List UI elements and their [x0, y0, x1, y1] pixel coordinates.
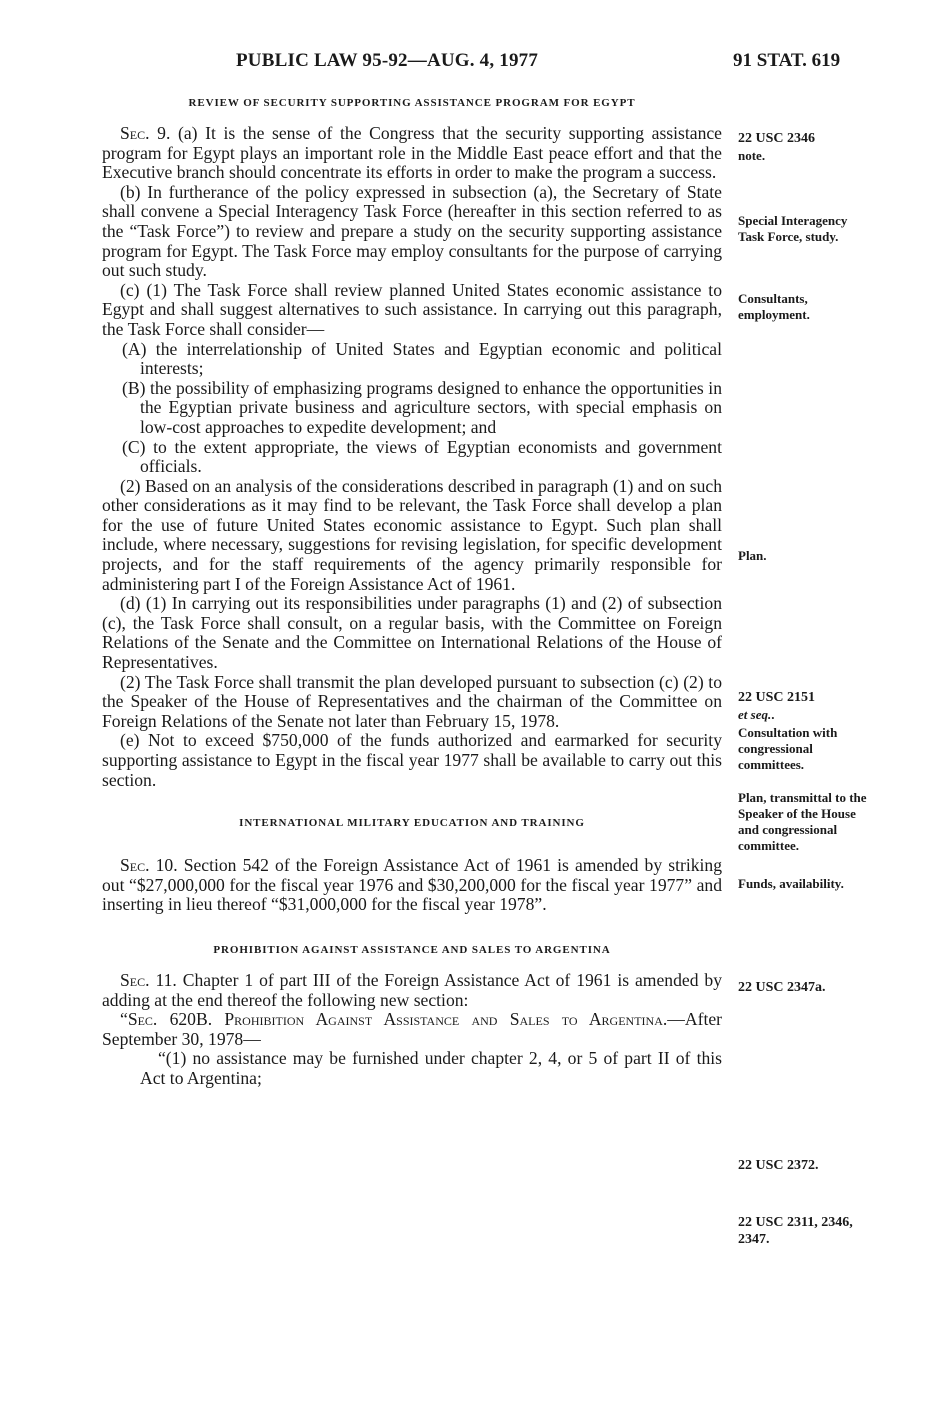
- margin-note-transmittal: Plan, transmittal to the Speaker of the House and congressional committee.: [738, 790, 867, 853]
- section-9-b: (b) In furtherance of the policy expressed in subsection (a), the Secretary of State shall convene a Special Interagency Task Force (hereafter in this section referred to as the “Task Force”) to review and prepare a study on the security supporting assistance program for Egypt. The Task Force may employ consultants for the purpose of carrying out such study.: [102, 181, 722, 281]
- margin-note-usc-2372: 22 USC 2372.: [738, 1158, 819, 1173]
- margin-note-usc-2347a: 22 USC 2347a.: [738, 980, 826, 995]
- section-9-c2: (2) Based on an analysis of the considerations described in paragraph (1) and on such other considerations as it may find to be relevant, the Task Force shall develop a plan for the use of future United States economic assistance to Egypt. Such plan shall include, where necessary, suggestions for revising legislation, for specific development projects, and for the staff requirements of the agency primarily responsible for administering part I of the Foreign Assistance Act of 1961.: [102, 475, 722, 594]
- page-header: [0, 50, 947, 76]
- statute-page-number: 91 STAT. 619: [733, 50, 841, 71]
- section-9-a-text: 9. (a) It is the sense of the Congress that the security supporting assistance program for Egypt plays an important role in the Middle East peace effort and that the Executive branch should concentrate its efforts in order to make the program a success.: [102, 123, 722, 183]
- running-head: PUBLIC LAW 95-92—AUG. 4, 1977: [236, 50, 539, 71]
- margin-note-usc-2311: 22 USC 2311, 2346, 2347.: [738, 1215, 853, 1247]
- main-text-column: [102, 96, 722, 1089]
- section-9-d1: (d) (1) In carrying out its responsibilities under paragraphs (1) and (2) of subsection (c), the Task Force shall consult, on a regular basis, with the Committee on Foreign Relations of the Senate and the Committee on International Relations of the House of Representatives.: [102, 593, 722, 673]
- sec-label: Sec.: [120, 855, 150, 876]
- et-seq: et seq.: [738, 707, 772, 722]
- section-9-a: [102, 124, 722, 183]
- margin-note-task-force: Special Interagency Task Force, study.: [738, 213, 848, 244]
- section-620b-1: “(1) no assistance may be furnished under chapter 2, 4, or 5 of part II of this Act to Argentina;: [140, 1048, 722, 1088]
- section-10-heading: INTERNATIONAL MILITARY EDUCATION AND TRAINING: [239, 817, 585, 830]
- section-10-text: 10. Section 542 of the Foreign Assistance Act of 1961 is amended by striking out “$27,000,000 for the fiscal year 1976 and $30,200,000 for the fiscal year 1977” and inserting in lieu thereof “$31,000,000 for the fiscal year 1978”.: [102, 855, 722, 915]
- section-11-heading: PROHIBITION AGAINST ASSISTANCE AND SALES TO ARGENTINA: [213, 943, 611, 956]
- section-9-d2: (2) The Task Force shall transmit the plan developed pursuant to subsection (c) (2) to the Speaker of the House of Representatives and the chairman of the Committee on Foreign Relations of the Senate not later than February 15, 1978.: [102, 671, 722, 731]
- section-620b-title: Sec. 620B. Prohibition Against Assistance and Sales to Argentina.: [127, 1009, 668, 1030]
- section-9-c1-C: (C) to the extent appropriate, the views of Egyptian economists and government officials.: [122, 436, 722, 477]
- sec-label: Sec.: [120, 123, 150, 143]
- section-9-e: (e) Not to exceed $750,000 of the funds authorized and earmarked for security supporting assistance to Egypt in the fiscal year 1977 shall be available to carry out this section.: [102, 730, 722, 790]
- section-9-c1-A: (A) the interrelationship of United States and Egyptian economic and political interests;: [122, 338, 722, 379]
- section-9-c1-B: (B) the possibility of emphasizing programs designed to enhance the opportunities in the Egyptian private business and agriculture sectors, with special emphasis on low-cost approaches to expedite development; and: [122, 377, 722, 437]
- section-620b-text: —After September 30, 1978—: [102, 1009, 722, 1049]
- quote-mark: “: [120, 1009, 128, 1030]
- margin-note-funds: Funds, availability.: [738, 876, 844, 891]
- section-11-text: 11. Chapter 1 of part III of the Foreign Assistance Act of 1961 is amended by adding at the end thereof the following new section:: [102, 969, 723, 1010]
- margin-note-consultants: Consultants, employment.: [738, 291, 810, 322]
- margin-note-usc-2346: 22 USC 2346 note.: [738, 131, 816, 163]
- section-9-c1: (c) (1) The Task Force shall review planned United States economic assistance to Egypt and shall suggest alternatives to such assistance. In carrying out this paragraph, the Task Force shall consider—: [102, 279, 722, 339]
- margin-note-consultation: Consultation with congressional committees.: [738, 725, 838, 772]
- section-10: [102, 856, 722, 915]
- margin-note-usc-2151: 22 USC 2151 et seq..: [738, 690, 816, 722]
- section-9-heading: REVIEW OF SECURITY SUPPORTING ASSISTANCE PROGRAM FOR EGYPT: [188, 97, 636, 109]
- margin-note-plan: Plan.: [738, 548, 767, 563]
- section-620b-heading: [102, 1010, 722, 1049]
- section-11: [102, 971, 722, 1010]
- sec-label: Sec.: [120, 969, 150, 990]
